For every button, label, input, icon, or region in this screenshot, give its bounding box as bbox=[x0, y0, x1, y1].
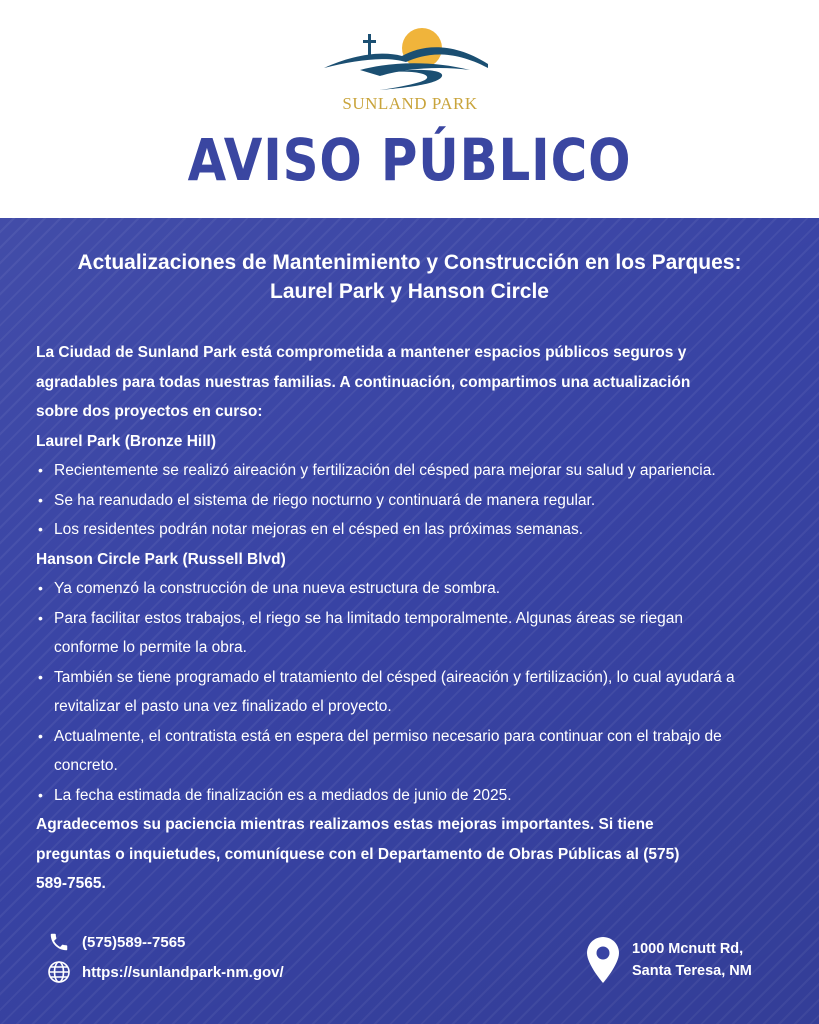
intro-paragraph bbox=[36, 338, 796, 427]
list-item: • Recientemente se realizó aireación y fertilización del césped para mejorar su salud y apariencia. bbox=[36, 456, 796, 486]
list-item bbox=[36, 722, 796, 781]
website-url: https://sunlandpark-nm.gov/ bbox=[82, 963, 284, 981]
list-item-line: revitalizar el pasto una vez finalizado el proyecto. bbox=[54, 698, 392, 715]
list-item-line: • Para facilitar estos trabajos, el riego se ha limitado temporalmente. Algunas áreas se riegan bbox=[54, 609, 683, 627]
section-title-laurel-park: Laurel Park (Bronze Hill) bbox=[36, 432, 217, 450]
list-item: • Los residentes podrán notar mejoras en el césped en las próximas semanas. bbox=[36, 515, 796, 545]
address-block bbox=[586, 936, 806, 996]
phone-icon bbox=[46, 929, 72, 955]
address-line-2: Santa Teresa, NM bbox=[632, 963, 752, 979]
section-title-hanson-circle: Hanson Circle Park (Russell Blvd) bbox=[36, 550, 286, 568]
address-text bbox=[632, 938, 752, 982]
logo-text: SUNLAND PARK bbox=[342, 94, 478, 113]
notice-subtitle bbox=[20, 248, 799, 306]
address-line-1: 1000 Mcnutt Rd, bbox=[632, 941, 744, 957]
header bbox=[0, 0, 819, 218]
globe-icon bbox=[46, 959, 72, 985]
phone-number: (575)589--7565 bbox=[82, 933, 186, 951]
website-link[interactable] bbox=[46, 958, 284, 986]
intro-line: La Ciudad de Sunland Park está comprometida a mantener espacios públicos seguros y bbox=[36, 344, 687, 361]
closing-line: preguntas o inquietudes, comuníquese con el Departamento de Obras Públicas al (575) bbox=[36, 845, 680, 863]
subtitle-line-1: Actualizaciones de Mantenimiento y Construcción en los Parques: bbox=[77, 251, 742, 274]
intro-line: sobre dos proyectos en curso: bbox=[36, 403, 263, 420]
contact-info bbox=[46, 928, 446, 998]
list-item-line: • La fecha estimada de finalización es a mediados de junio de 2025. bbox=[54, 786, 512, 804]
hanson-circle-list bbox=[36, 574, 796, 810]
list-item-line: concreto. bbox=[54, 757, 118, 774]
list-item bbox=[36, 604, 796, 663]
list-item-line: • También se tiene programado el tratamiento del césped (aireación y fertilización), lo cual ayudará a bbox=[54, 668, 735, 686]
list-item bbox=[36, 663, 796, 722]
laurel-park-list bbox=[36, 456, 796, 545]
closing-line: 589-7565. bbox=[36, 875, 106, 892]
closing-paragraph bbox=[36, 810, 796, 899]
sunland-park-logo bbox=[320, 26, 500, 116]
page-title: AVISO PÚBLICO bbox=[187, 126, 632, 194]
list-item-line: • Ya comenzó la construcción de una nueva estructura de sombra. bbox=[54, 580, 501, 597]
list-item bbox=[36, 574, 796, 604]
logo-graphic bbox=[320, 26, 500, 94]
phone-contact[interactable] bbox=[46, 928, 185, 956]
intro-line: agradables para todas nuestras familias. A continuación, compartimos una actualización bbox=[36, 373, 691, 391]
list-item-line: conforme lo permite la obra. bbox=[54, 639, 247, 656]
notice-body bbox=[36, 338, 796, 899]
list-item bbox=[36, 781, 796, 811]
list-item: • Se ha reanudado el sistema de riego nocturno y continuará de manera regular. bbox=[36, 486, 796, 516]
subtitle-line-2: Laurel Park y Hanson Circle bbox=[270, 280, 549, 303]
notice-panel bbox=[0, 218, 819, 1024]
list-item-line: • Actualmente, el contratista está en espera del permiso necesario para continuar con el trabajo de bbox=[54, 727, 722, 745]
closing-line: Agradecemos su paciencia mientras realizamos estas mejoras importantes. Si tiene bbox=[36, 816, 654, 833]
map-pin-icon bbox=[586, 936, 620, 984]
